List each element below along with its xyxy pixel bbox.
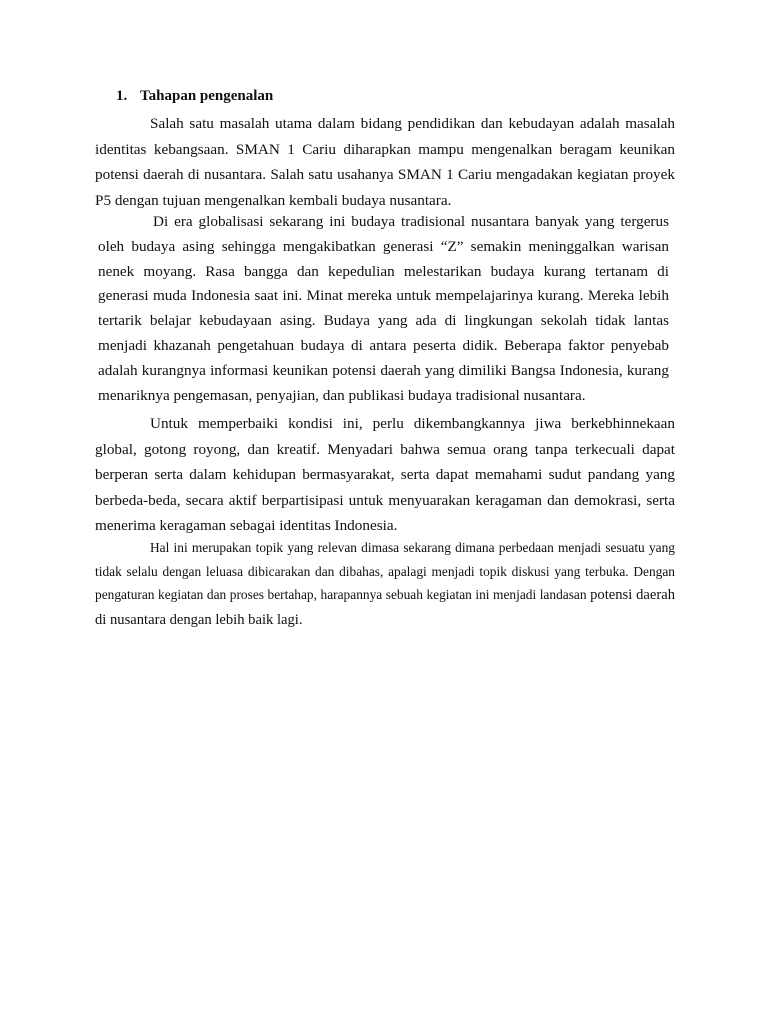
paragraph-text: Untuk memperbaiki kondisi ini, perlu dikembangkannya jiwa berkebhinnekaan global, gotong royong, dan kreatif. Menyadari bahwa semua orang tanpa terkecuali dapat berperan serta dalam kehidupan bermasyarakat, serta dapat memahami sudut pandang yang berbeda-beda, secara aktif berpartisipasi untuk menyuarakan keragaman dan demokrasi, serta menerima keragaman sebagai identitas Indonesia. [95, 415, 675, 535]
paragraph-text: Di era globalisasi sekarang ini budaya tradisional nusantara banyak yang tergerus oleh budaya asing sehingga mengakibatkan generasi “Z” semakin meninggalkan warisan nenek moyang. Rasa bangga dan kepedulian melestarikan budaya kurang tertanam di generasi muda Indonesia saat ini. Minat mereka untuk mempelajarinya kurang. Mereka lebih tertarik belajar kebudayaan asing. Budaya yang ada di lingkungan sekolah tidak lantas menjadi khazanah pengetahuan budaya di antara peserta didik. Beberapa faktor penyebab adalah kurangnya informasi keunikan potensi daerah yang dimiliki Bangsa Indonesia, kurang menariknya pengemasan, penyajian, dan publikasi budaya tradisional nusantara. [98, 213, 669, 404]
paragraph-text: Hal ini merupakan topik yang relevan dimasa sekarang dimana perbedaan menjadi sesuatu yang tidak selalu dengan leluasa dibicarakan dan dibahas, apalagi menjadi topik diskusi yang terbuka. Dengan pengaturan kegiatan dan proses bertahap, harapannya sebuah kegiatan ini menjadi landasan [95, 540, 675, 603]
paragraph-kebhinnekaan [95, 411, 675, 539]
section-number: 1. [116, 88, 128, 104]
paragraph-text: Salah satu masalah utama dalam bidang pendidikan dan kebudayan adalah masalah identitas kebangsaan. SMAN 1 Cariu diharapkan mampu mengenalkan beragam keunikan potensi daerah di nusantara. Salah satu usahanya SMAN 1 Cariu mengadakan kegiatan proyek P5 dengan tujuan mengenalkan kembali budaya nusantara. [95, 115, 675, 209]
section-title: Tahapan pengenalan [140, 88, 274, 104]
section-heading [116, 86, 273, 106]
paragraph-topik-relevan [95, 536, 675, 632]
paragraph-globalisasi [98, 210, 669, 408]
paragraph-identitas [95, 111, 675, 213]
paragraph-text-final-line: potensi daerah di nusantara dengan lebih baik lagi. [95, 587, 675, 628]
